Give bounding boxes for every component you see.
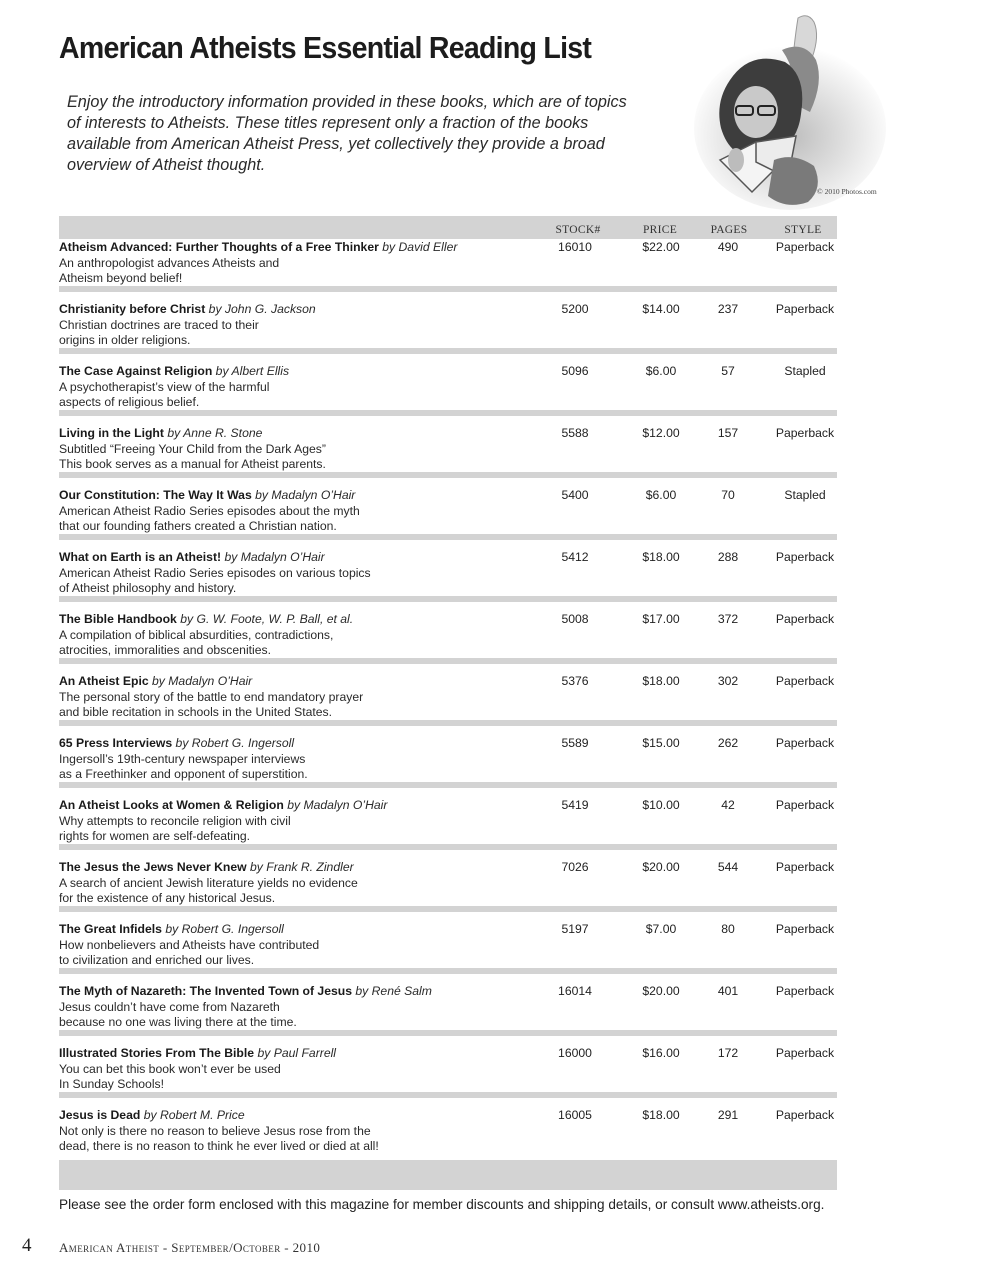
book-title: The Great Infidels (59, 922, 162, 936)
book-row (59, 859, 837, 921)
photo-credit: © 2010 Photos.com (817, 187, 877, 196)
book-pages: 42 (721, 798, 735, 812)
book-description: that our founding fathers created a Christian nation. (59, 519, 337, 533)
book-price: $22.00 (642, 240, 680, 254)
book-stock: 16000 (558, 1046, 592, 1060)
book-author: by Madalyn O’Hair (255, 488, 356, 502)
book-stock: 5589 (561, 736, 589, 750)
book-author: by John G. Jackson (208, 302, 316, 316)
book-style: Paperback (775, 426, 835, 440)
row-divider (59, 658, 837, 664)
book-author: by Albert Ellis (215, 364, 290, 378)
book-row (59, 363, 837, 425)
book-description: A psychotherapist’s view of the harmful (59, 379, 270, 394)
book-title: Our Constitution: The Way It Was (59, 488, 252, 502)
book-style: Stapled (784, 364, 826, 378)
book-author: by Madalyn O’Hair (224, 550, 325, 564)
book-description: American Atheist Radio Series episodes about the myth (59, 503, 360, 518)
page-title: American Atheists Essential Reading List (59, 30, 592, 65)
book-author: by Frank R. Zindler (250, 860, 354, 874)
book-description: aspects of religious belief. (59, 395, 200, 409)
book-description: Jesus couldn’t have come from Nazareth (59, 999, 280, 1014)
book-title: 65 Press Interviews (59, 736, 173, 750)
book-author: by Robert G. Ingersoll (175, 736, 295, 750)
book-pages: 544 (717, 860, 739, 874)
book-stock: 5200 (561, 302, 589, 316)
book-price: $18.00 (642, 550, 680, 564)
book-description: Atheism beyond belief! (59, 271, 183, 285)
book-price: $17.00 (642, 612, 680, 626)
book-style: Paperback (775, 984, 835, 998)
book-description: Not only is there no reason to believe Jesus rose from the (59, 1123, 371, 1138)
book-description: Ingersoll’s 19th-century newspaper interviews (59, 751, 306, 766)
row-divider (59, 472, 837, 478)
book-price: $6.00 (645, 488, 677, 502)
header-pages: PAGES (710, 224, 748, 236)
book-stock: 5008 (561, 612, 589, 626)
book-stock: 16014 (558, 984, 592, 998)
book-price: $6.00 (645, 364, 677, 378)
book-description: as a Freethinker and opponent of superstition. (59, 767, 308, 781)
book-title: Atheism Advanced: Further Thoughts of a Free Thinker (59, 240, 379, 254)
book-style: Paperback (775, 550, 835, 564)
row-divider (59, 1092, 837, 1098)
book-row (59, 549, 837, 611)
book-row (59, 425, 837, 487)
book-description: for the existence of any historical Jesus. (59, 891, 276, 905)
book-row (59, 611, 837, 673)
row-divider (59, 720, 837, 726)
book-description: A compilation of biblical absurdities, contradictions, (59, 627, 334, 642)
book-title: The Case Against Religion (59, 364, 213, 378)
book-pages: 262 (717, 736, 739, 750)
book-style: Paperback (775, 1046, 835, 1060)
book-author: by G. W. Foote, W. P. Ball, et al. (180, 612, 354, 626)
book-title: The Myth of Nazareth: The Invented Town of Jesus (59, 984, 352, 998)
book-description: Subtitled “Freeing Your Child from the Dark Ages” (59, 441, 326, 456)
book-pages: 288 (717, 550, 739, 564)
book-stock: 5588 (561, 426, 589, 440)
book-row (59, 797, 837, 859)
book-stock: 7026 (561, 860, 589, 874)
page-number: 4 (22, 1235, 32, 1256)
reading-woman-photo (690, 10, 890, 215)
book-row (59, 921, 837, 983)
book-row (59, 983, 837, 1045)
book-stock: 5400 (561, 488, 589, 502)
book-title: An Atheist Looks at Women & Religion (59, 798, 284, 812)
book-pages: 157 (717, 426, 739, 440)
book-description: A search of ancient Jewish literature yields no evidence (59, 875, 358, 890)
book-author: by Paul Farrell (257, 1046, 337, 1060)
book-description: because no one was living there at the time. (59, 1015, 297, 1029)
book-style: Paperback (775, 922, 835, 936)
book-style: Paperback (775, 302, 835, 316)
book-title: Illustrated Stories From The Bible (59, 1046, 255, 1060)
book-style: Paperback (775, 798, 835, 812)
book-pages: 57 (721, 364, 735, 378)
book-description: Christian doctrines are traced to their (59, 317, 259, 332)
book-row (59, 1107, 837, 1169)
book-stock: 5197 (561, 922, 589, 936)
book-pages: 291 (717, 1108, 739, 1122)
book-title: Jesus is Dead (59, 1108, 141, 1122)
intro-text: Enjoy the introductory information provided in these books, which are of topics of interests to Atheists. These titles represent only a fraction of the books available from American Atheist Press, yet collectively they provide a broad overview of Atheist thought. (67, 93, 627, 174)
book-author: by Robert M. Price (143, 1108, 245, 1122)
book-description: and bible recitation in schools in the United States. (59, 705, 333, 719)
book-price: $15.00 (642, 736, 680, 750)
book-author: by Anne R. Stone (167, 426, 263, 440)
book-row (59, 735, 837, 797)
book-price: $7.00 (645, 922, 677, 936)
book-description: origins in older religions. (59, 333, 191, 347)
book-stock: 5376 (561, 674, 589, 688)
row-divider (59, 968, 837, 974)
book-style: Paperback (775, 736, 835, 750)
row-divider (59, 596, 837, 602)
book-title: What on Earth is an Atheist! (59, 550, 222, 564)
book-style: Paperback (775, 240, 835, 254)
book-price: $14.00 (642, 302, 680, 316)
book-stock: 16005 (558, 1108, 592, 1122)
book-stock: 16010 (558, 240, 592, 254)
book-price: $20.00 (642, 984, 680, 998)
row-divider (59, 286, 837, 292)
book-pages: 80 (721, 922, 735, 936)
book-description: In Sunday Schools! (59, 1077, 165, 1091)
book-description: An anthropologist advances Atheists and (59, 255, 280, 270)
book-row (59, 301, 837, 363)
book-pages: 70 (721, 488, 735, 502)
row-divider (59, 410, 837, 416)
book-pages: 172 (717, 1046, 739, 1060)
book-description: atrocities, immoralities and obscenities. (59, 643, 272, 657)
row-divider (59, 906, 837, 912)
book-title: Living in the Light (59, 426, 164, 440)
book-stock: 5412 (561, 550, 589, 564)
reading-list-table (59, 216, 837, 1190)
row-divider (59, 534, 837, 540)
book-author: by David Eller (382, 240, 458, 254)
book-description: The personal story of the battle to end mandatory prayer (59, 689, 364, 704)
book-style: Paperback (775, 674, 835, 688)
book-row (59, 239, 837, 301)
book-description: How nonbelievers and Atheists have contributed (59, 937, 320, 952)
book-title: The Jesus the Jews Never Knew (59, 860, 247, 874)
book-author: by Robert G. Ingersoll (165, 922, 284, 936)
book-style: Paperback (775, 860, 835, 874)
book-description: dead, there is no reason to think he ever lived or died at all! (59, 1139, 379, 1153)
header-price: PRICE (642, 224, 678, 236)
table-header (59, 216, 837, 239)
book-author: by René Salm (355, 984, 432, 998)
book-price: $18.00 (642, 1108, 680, 1122)
book-pages: 490 (717, 240, 739, 254)
book-style: Paperback (775, 1108, 835, 1122)
book-style: Paperback (775, 612, 835, 626)
book-row (59, 1045, 837, 1107)
header-stock: STOCK# (555, 224, 601, 236)
book-row (59, 673, 837, 735)
book-description: This book serves as a manual for Atheist parents. (59, 457, 326, 471)
row-divider (59, 1030, 837, 1036)
book-title: Christianity before Christ (59, 302, 206, 316)
order-note: Please see the order form enclosed with this magazine for member discounts and shipping details, or consult www.atheists.org. (59, 1197, 825, 1212)
book-pages: 372 (717, 612, 739, 626)
book-description: rights for women are self-defeating. (59, 829, 251, 843)
book-pages: 302 (717, 674, 739, 688)
book-stock: 5419 (561, 798, 589, 812)
book-author: by Madalyn O’Hair (287, 798, 388, 812)
book-pages: 237 (717, 302, 739, 316)
book-pages: 401 (717, 984, 739, 998)
book-title: An Atheist Epic (59, 674, 149, 688)
header-style: STYLE (784, 224, 822, 236)
book-style: Stapled (784, 488, 826, 502)
book-description: American Atheist Radio Series episodes on various topics (59, 565, 371, 580)
book-description: of Atheist philosophy and history. (59, 581, 237, 595)
book-row (59, 487, 837, 549)
book-stock: 5096 (561, 364, 589, 378)
row-divider (59, 844, 837, 850)
book-description: Why attempts to reconcile religion with civil (59, 813, 291, 828)
book-price: $18.00 (642, 674, 680, 688)
row-divider (59, 348, 837, 354)
book-price: $12.00 (642, 426, 680, 440)
book-author: by Madalyn O’Hair (152, 674, 253, 688)
book-price: $20.00 (642, 860, 680, 874)
book-title: The Bible Handbook (59, 612, 177, 626)
book-description: You can bet this book won’t ever be used (59, 1061, 281, 1076)
book-description: to civilization and enriched our lives. (59, 953, 255, 967)
magazine-footer: American Atheist - September/October - 2010 (59, 1240, 321, 1255)
book-price: $10.00 (642, 798, 680, 812)
row-divider (59, 782, 837, 788)
book-price: $16.00 (642, 1046, 680, 1060)
